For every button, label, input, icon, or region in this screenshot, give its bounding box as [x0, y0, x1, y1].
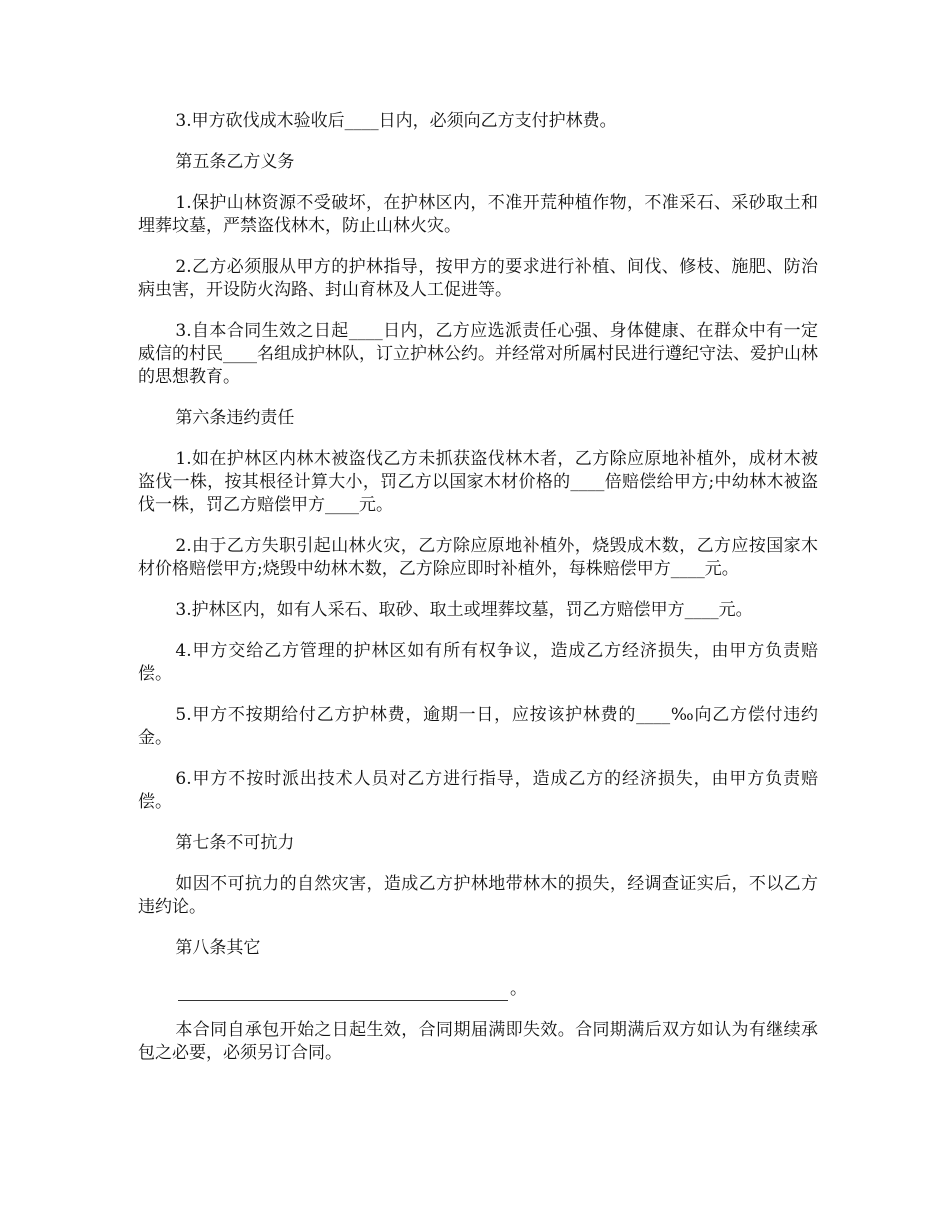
document-body: [138, 110, 818, 1083]
clause-5-item-1: 1.保护山林资源不受破坏，在护林区内，不准开荒种植作物，不准采石、采砂取土和埋葬坟墓，严禁盗伐林木，防止山林火灾。: [138, 193, 818, 236]
clause-4-item-3: 3.甲方砍伐成木验收后____日内，必须向乙方支付护林费。: [175, 111, 617, 131]
clause-5-item-3: 3.自本合同生效之日起____日内，乙方应选派责任心强、身体健康、在群众中有一定威信的村民____名组成护林队，订立护林公约。并经常对所属村民进行遵纪守法、爱护山林的思想教育。: [138, 321, 818, 387]
closing-paragraph: 本合同自承包开始之日起生效，合同期届满即失效。合同期满后双方如认为有继续承包之必要，必须另订合同。: [138, 1020, 818, 1063]
clause-6-item-3: 3.护林区内，如有人采石、取砂、取土或埋葬坟墓，罚乙方赔偿甲方____元。: [175, 600, 753, 620]
clause-5-item-2: 2.乙方必须服从甲方的护林指导，按甲方的要求进行补植、间伐、修枝、施肥、防治病虫害，开设防火沟路、封山育林及人工促进等。: [138, 257, 818, 300]
heading-article-5: 第五条乙方义务: [175, 152, 295, 172]
clause-6-item-4: 4.甲方交给乙方管理的护林区如有所有权争议，造成乙方经济损失，由甲方负责赔偿。: [138, 641, 818, 684]
clause-6-item-6: 6.甲方不按时派出技术人员对乙方进行指导，造成乙方的经济损失，由甲方负责赔偿。: [138, 769, 818, 812]
clause-6-item-2: 2.由于乙方失职引起山林火灾，乙方除应原地补植外，烧毁成木数，乙方应按国家木材价格赔偿甲方;烧毁中幼林木数，乙方除应即时补植外，每株赔偿甲方____元。: [138, 536, 818, 579]
clause-6-item-1: 1.如在护林区内林木被盗伐乙方未抓获盗伐林木者，乙方除应原地补植外，成材木被盗伐一株，按其根径计算大小，罚乙方以国家木材价格的____倍赔偿给甲方;中幼林木被盗伐一株，罚乙方赔偿甲方____元。: [138, 449, 818, 515]
blank-line-period: 。: [510, 979, 527, 999]
clause-7-text: 如因不可抗力的自然灾害，造成乙方护林地带林木的损失，经调查证实后，不以乙方违约论。: [138, 874, 818, 917]
heading-article-6: 第六条违约责任: [175, 408, 295, 428]
clause-6-item-5: 5.甲方不按期给付乙方护林费，逾期一日，应按该护林费的____‰向乙方偿付违约金。: [138, 705, 818, 748]
heading-article-7: 第七条不可抗力: [175, 833, 295, 853]
fill-in-blank-line: [178, 978, 818, 1001]
heading-article-8: 第八条其它: [175, 938, 261, 958]
blank-underline: [178, 984, 508, 1001]
